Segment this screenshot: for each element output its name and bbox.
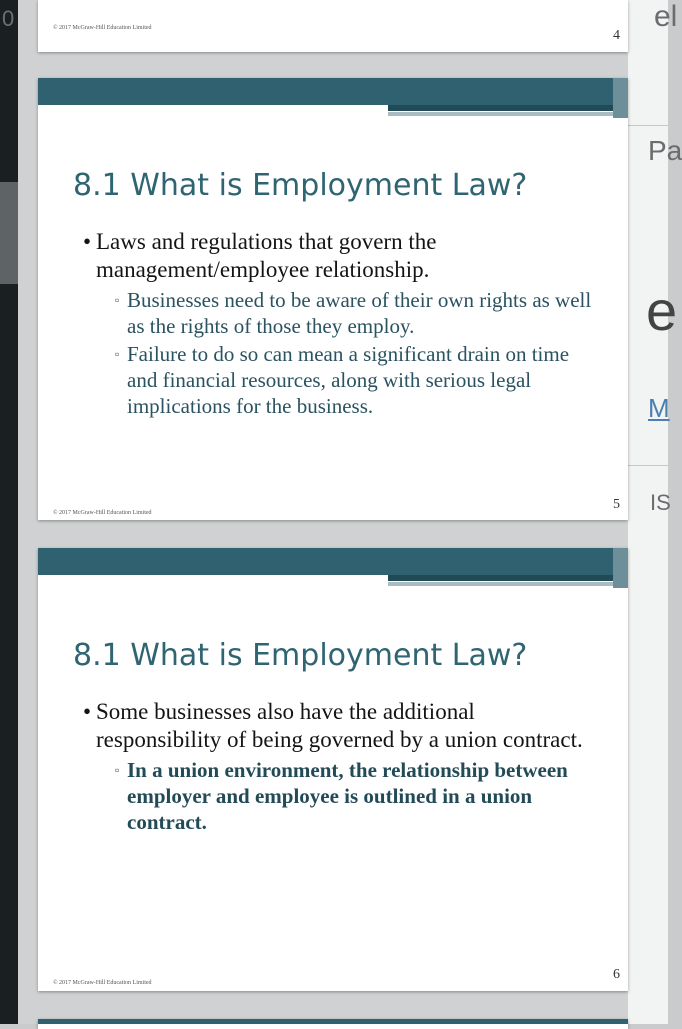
background-text: el — [654, 0, 678, 33]
background-divider — [628, 465, 668, 466]
slide-number: 6 — [613, 967, 620, 982]
background-left-block — [0, 182, 18, 284]
square-bullet-icon: ▫ — [115, 763, 120, 777]
slide-title: 8.1 What is Employment Law? — [73, 638, 528, 673]
slide-footer: © 2017 McGraw-Hill Education Limited — [53, 25, 152, 31]
sub-bullet-text: Failure to do so can mean a significant drain on time and financial resources, along with serious legal implications for the business. — [127, 342, 570, 418]
bullet-text: Laws and regulations that govern the management/employee relationship. — [96, 229, 437, 282]
sub-bullet-item — [115, 341, 603, 419]
background-text: Pa — [648, 135, 682, 166]
slide-title: 8.1 What is Employment Law? — [73, 168, 528, 203]
sub-bullet-item — [115, 287, 603, 339]
background-left-strip — [0, 0, 18, 1024]
bullet-dot-icon: • — [83, 229, 92, 254]
square-bullet-icon: ▫ — [115, 293, 120, 307]
slide-7[interactable] — [38, 1019, 628, 1029]
square-bullet-icon: ▫ — [115, 347, 120, 361]
slide-6[interactable] — [38, 548, 628, 991]
background-text: IS — [650, 490, 671, 515]
background-divider — [628, 125, 668, 126]
sub-bullet-text: In a union environment, the relationship between employer and employee is outlined in a union contract. — [127, 758, 568, 834]
slide-header-band — [38, 78, 628, 118]
bullet-text: Some businesses also have the additional responsibility of being governed by a union contract. — [96, 699, 583, 752]
sub-bullet-item — [115, 757, 603, 835]
slide-header-band — [38, 548, 628, 588]
background-text: 0 — [2, 6, 15, 31]
bullet-item — [83, 228, 603, 284]
slide-footer: © 2017 McGraw-Hill Education Limited — [53, 980, 152, 986]
background-link[interactable]: M — [648, 393, 670, 423]
sub-bullet-text: Businesses need to be aware of their own rights as well as the rights of those they employ. — [127, 288, 592, 338]
bullet-list — [83, 228, 603, 421]
slide-footer: © 2017 McGraw-Hill Education Limited — [53, 510, 152, 516]
slide-4[interactable] — [38, 0, 628, 52]
background-text: e — [646, 279, 678, 342]
bullet-dot-icon: • — [83, 699, 92, 724]
bullet-item — [83, 698, 603, 754]
slide-number: 5 — [613, 497, 620, 512]
slide-header-band — [38, 1019, 628, 1024]
slide-number: 4 — [613, 28, 620, 43]
slide-5[interactable] — [38, 78, 628, 520]
bullet-list — [83, 698, 603, 837]
